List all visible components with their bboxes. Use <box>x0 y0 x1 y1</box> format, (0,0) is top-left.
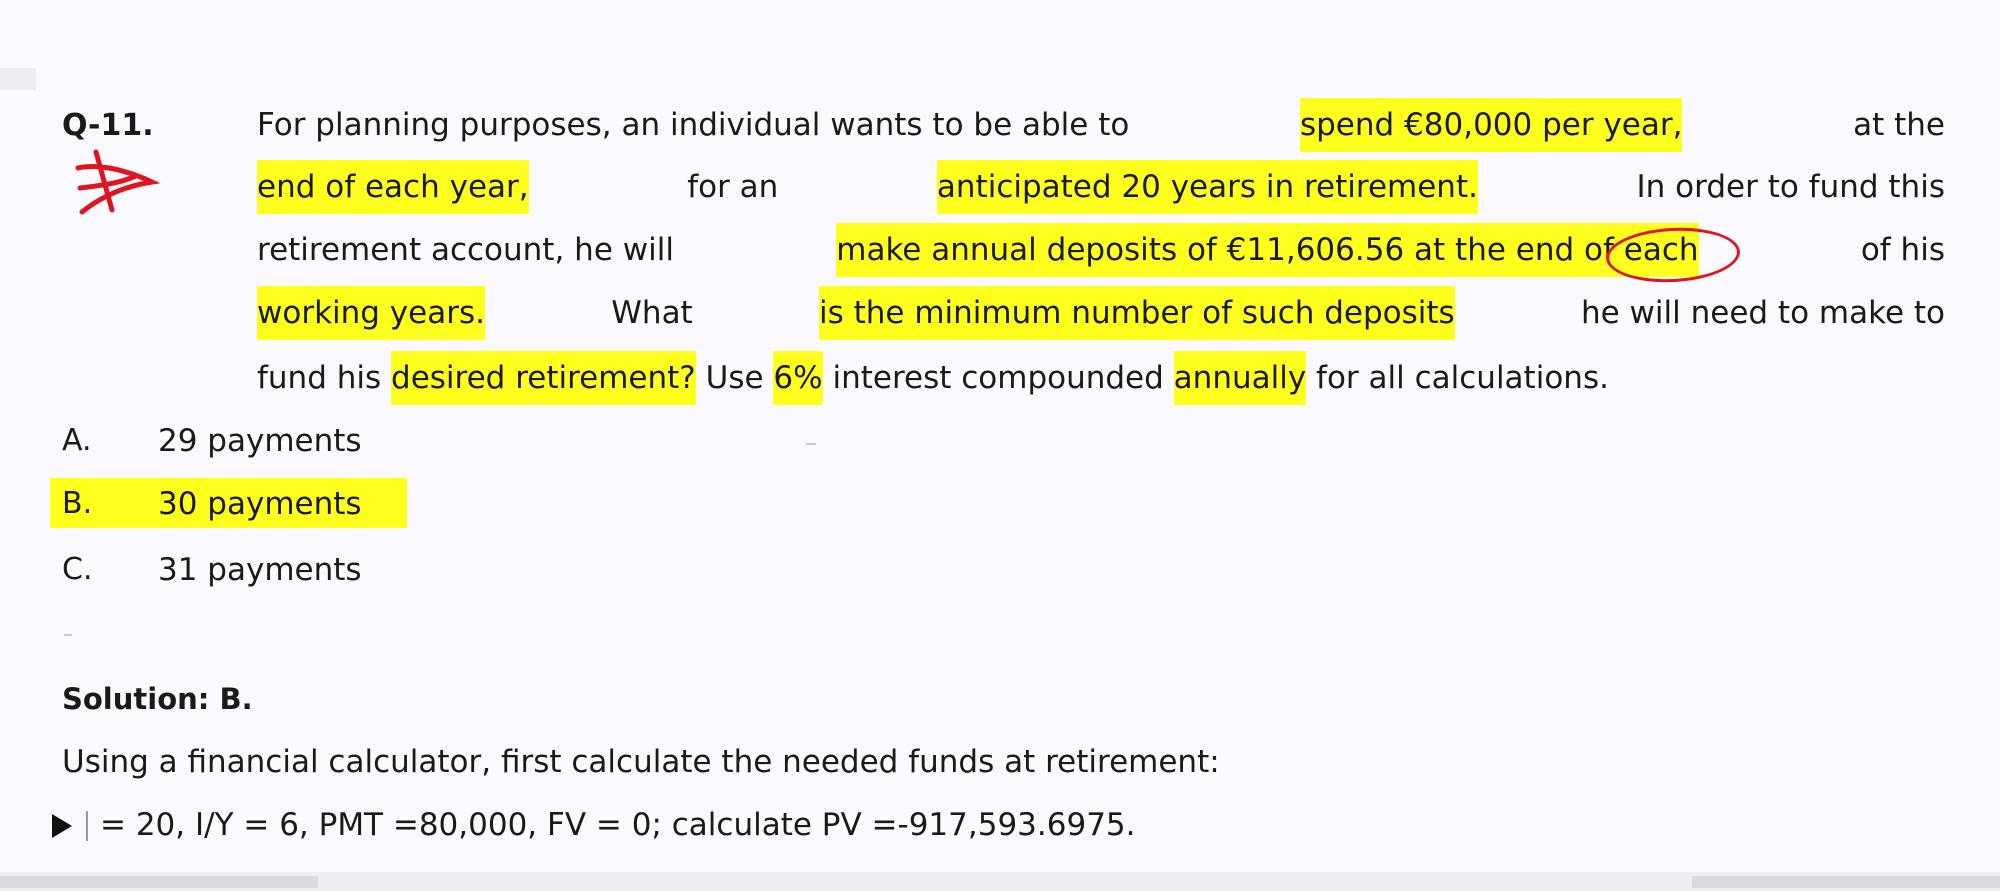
highlighted-text: desired retirement? <box>391 356 696 400</box>
question-text: For planning purposes, an individual wants to be able to <box>257 107 1130 143</box>
solution-explanation: Using a financial calculator, first calculate the needed funds at retirement: <box>62 744 1220 780</box>
highlighted-text: anticipated 20 years in retirement. <box>937 165 1478 209</box>
question-text: he will need to make to <box>1580 295 1945 331</box>
option-c-letter: C. <box>62 552 93 587</box>
paragraph-mark <box>64 634 72 636</box>
highlighted-text: make annual deposits of €11,606.56 at the end of each <box>836 228 1698 272</box>
solution-heading: Solution: B. <box>62 682 253 716</box>
question-text: for an <box>687 169 779 205</box>
question-text: at the <box>1853 107 1945 143</box>
question-text: interest compounded <box>832 360 1164 396</box>
option-a-text: 29 payments <box>158 423 362 459</box>
highlighted-text: end of each year, <box>257 165 529 209</box>
horizontal-scrollbar[interactable] <box>0 872 2000 891</box>
question-line-4 <box>257 291 1945 335</box>
highlighted-text: annually <box>1174 356 1307 400</box>
text-cursor <box>86 811 88 841</box>
highlighted-text: is the minimum number of such deposits <box>819 291 1455 335</box>
question-text: retirement account, he will <box>257 232 674 268</box>
option-a-letter: A. <box>62 423 92 458</box>
question-text: for all calculations. <box>1316 360 1609 396</box>
question-text: of his <box>1860 232 1945 268</box>
page-edge <box>0 68 36 90</box>
highlighted-text: spend €80,000 per year, <box>1300 103 1683 147</box>
question-number: Q-11. <box>62 108 154 143</box>
question-text: In order to fund this <box>1636 169 1945 205</box>
handwritten-star-icon <box>66 146 162 222</box>
option-b-text: 30 payments <box>158 486 362 522</box>
highlighted-text: 6% <box>773 356 822 400</box>
question-text: Use <box>705 360 764 396</box>
solution-calculation: = 20, I/Y = 6, PMT =80,000, FV = 0; calculate PV =-917,593.6975. <box>100 807 1136 843</box>
highlighted-text: working years. <box>257 291 485 335</box>
question-line-1 <box>257 103 1945 147</box>
option-b-letter: B. <box>62 486 93 521</box>
question-line-2 <box>257 165 1945 209</box>
scrollbar-thumb-left[interactable] <box>0 876 318 888</box>
play-icon[interactable] <box>52 814 72 838</box>
question-text: fund his <box>257 360 382 396</box>
scrollbar-thumb-right[interactable] <box>1692 876 2000 888</box>
question-line-5 <box>257 356 1945 400</box>
option-c-text: 31 payments <box>158 552 362 588</box>
divider <box>806 443 816 445</box>
question-text: What <box>611 295 693 331</box>
